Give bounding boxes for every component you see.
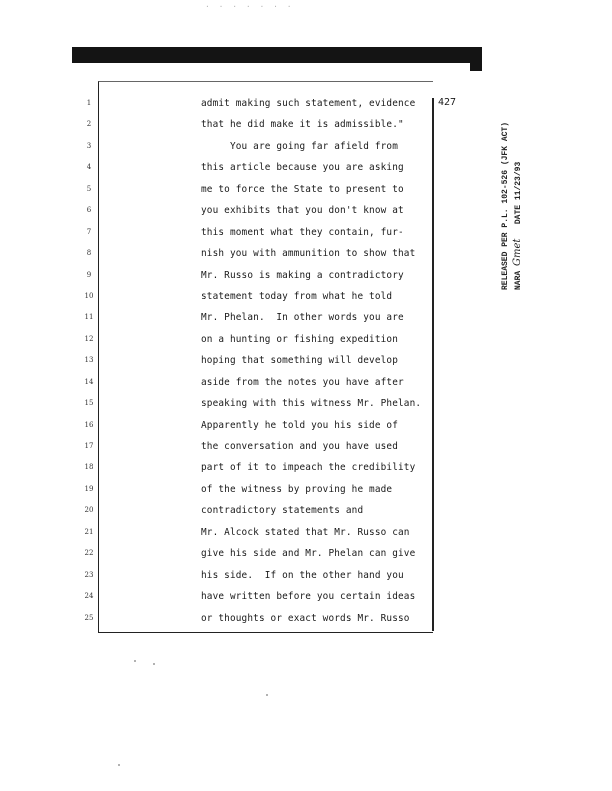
line-number: 16 xyxy=(84,420,94,429)
scan-speck xyxy=(118,764,120,766)
transcript-line: that he did make it is admissible." xyxy=(201,119,404,131)
transcript-line: statement today from what he told xyxy=(201,290,393,302)
stamp-date: 11/23/93 xyxy=(514,161,523,201)
line-number: 21 xyxy=(84,527,94,536)
scan-speck xyxy=(134,660,136,662)
release-stamp xyxy=(500,122,525,290)
line-number: 3 xyxy=(86,141,92,150)
line-number: 8 xyxy=(86,249,92,258)
line-number: 14 xyxy=(84,377,94,386)
transcript-line: Mr. Russo is making a contradictory xyxy=(201,269,404,281)
line-number: 9 xyxy=(86,270,92,279)
line-number: 23 xyxy=(84,570,94,579)
line-number-column xyxy=(80,93,98,629)
scan-edge-tab xyxy=(470,47,482,71)
line-number: 25 xyxy=(84,613,94,622)
transcript-line: the conversation and you have used xyxy=(201,441,399,452)
transcript-line: me to force the State to present to xyxy=(201,183,404,195)
transcript-line: this moment what they contain, fur- xyxy=(201,226,404,238)
scan-speck xyxy=(266,694,268,696)
transcript-line: hoping that something will develop xyxy=(201,355,399,367)
transcript-line: of the witness by proving he made xyxy=(201,483,393,495)
stamp-signature: Gmet xyxy=(512,238,523,266)
transcript-line: Mr. Alcock stated that Mr. Russo can xyxy=(201,526,410,538)
line-number: 6 xyxy=(86,206,92,215)
line-number: 4 xyxy=(86,163,92,172)
line-number: 15 xyxy=(84,399,94,408)
transcript-line: contradictory statements and xyxy=(201,505,364,517)
line-number: 22 xyxy=(84,549,94,558)
stamp-release-line: RELEASED PER P.L. 102-526 (JFK ACT) xyxy=(501,121,510,290)
line-number: 17 xyxy=(84,442,94,450)
line-number: 10 xyxy=(84,291,94,300)
line-number: 19 xyxy=(84,484,94,493)
transcript-line: or thoughts or exact words Mr. Russo xyxy=(201,612,410,624)
stamp-date-label: DATE xyxy=(514,204,523,225)
transcript-line: this article because you are asking xyxy=(201,162,404,174)
transcript-line: admit making such statement, evidence xyxy=(201,98,416,109)
transcript-line: nish you with ammunition to show that xyxy=(201,248,416,260)
line-number: 13 xyxy=(84,356,94,365)
line-number: 20 xyxy=(84,506,94,515)
line-number: 12 xyxy=(84,334,94,343)
transcript-text xyxy=(201,93,436,629)
scan-speck xyxy=(153,663,155,665)
line-number: 11 xyxy=(84,313,94,322)
transcript-line: part of it to impeach the credibility xyxy=(201,462,416,474)
line-number: 7 xyxy=(86,227,92,236)
transcript-line: have written before you certain ideas xyxy=(201,591,416,603)
transcript-line: You are going far afield from xyxy=(201,140,399,152)
transcript-line: speaking with this witness Mr. Phelan. xyxy=(201,398,422,410)
transcript-line: on a hunting or fishing expedition xyxy=(201,333,399,345)
line-number: 5 xyxy=(86,184,92,193)
scan-artifact: · · · · · · · xyxy=(205,2,294,11)
stamp-nara-label: NARA xyxy=(514,270,523,290)
transcript-line: you exhibits that you don't know at xyxy=(201,205,404,217)
line-number: 24 xyxy=(84,592,94,601)
scan-edge-bar xyxy=(72,47,470,63)
line-number: 18 xyxy=(84,463,94,472)
transcript-line: Mr. Phelan. In other words you are xyxy=(201,312,404,324)
transcript-line: give his side and Mr. Phelan can give xyxy=(201,548,416,560)
line-number: 2 xyxy=(86,120,92,129)
page-number: 427 xyxy=(438,97,457,108)
line-number: 1 xyxy=(86,99,92,107)
transcript-line: Apparently he told you his side of xyxy=(201,419,399,431)
transcript-line: his side. If on the other hand you xyxy=(201,569,404,581)
transcript-line: aside from the notes you have after xyxy=(201,376,404,388)
